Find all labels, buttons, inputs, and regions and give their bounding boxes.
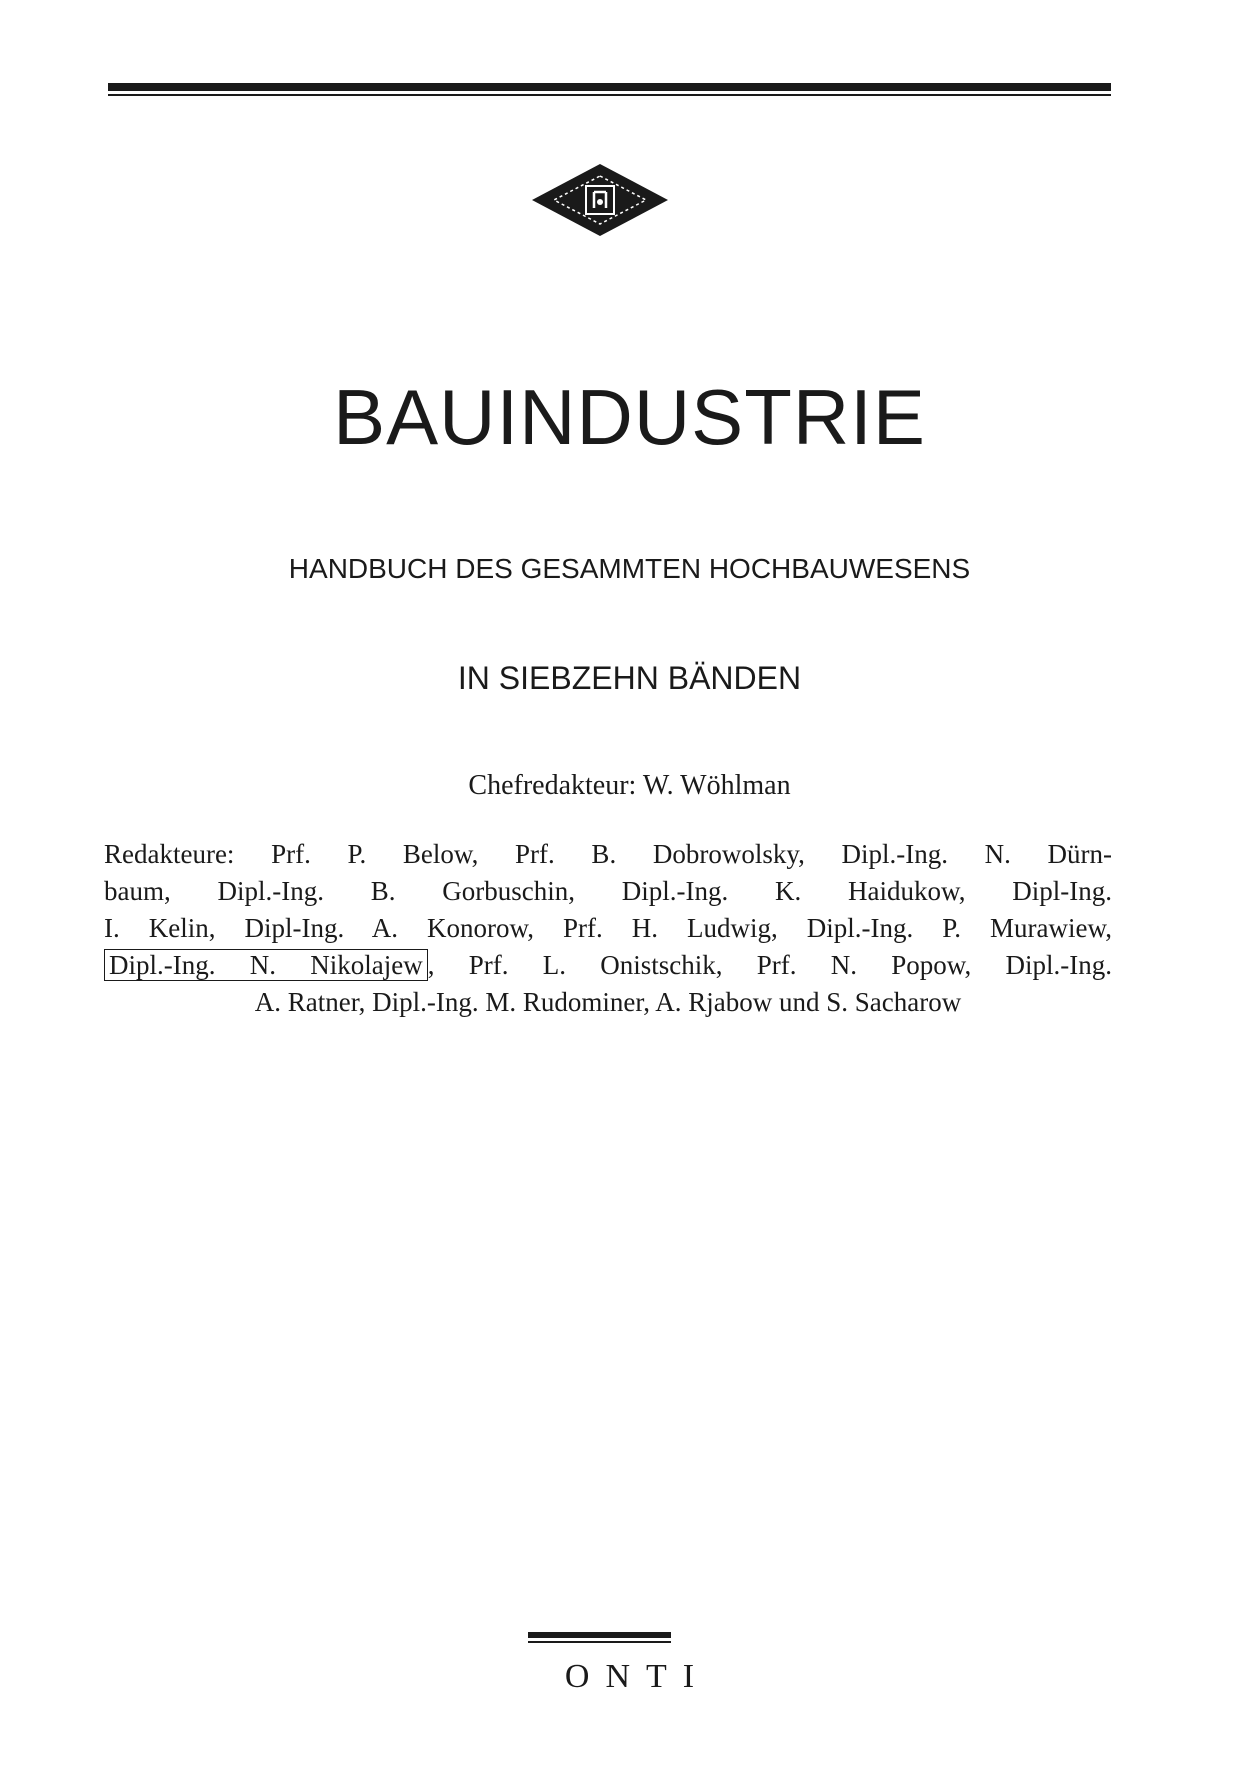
editors-line-2: baum, Dipl.-Ing. B. Gorbuschin, Dipl.-Ing. K. Haidukow, Dipl-Ing. bbox=[104, 876, 1112, 906]
chief-editor: Chefredakteur: W. Wöhlman bbox=[468, 770, 791, 801]
editors-line-1: Redakteure: Prf. P. Below, Prf. B. Dobrowolsky, Dipl.-Ing. N. Dürn- bbox=[104, 839, 1112, 869]
bottom-rule-thin bbox=[528, 1641, 671, 1643]
top-rule bbox=[108, 83, 1111, 91]
publisher-name: ONTI bbox=[564, 1658, 711, 1695]
boxed-editor-name: Dipl.-Ing. N. Nikolajew bbox=[104, 949, 428, 981]
book-title: BAUINDUSTRIE bbox=[333, 373, 926, 461]
editors-line-4-rest: , Prf. L. Onistschik, Prf. N. Popow, Dipl.-Ing. bbox=[427, 950, 1112, 980]
editors-line-5: A. Ratner, Dipl.-Ing. M. Rudominer, A. Rjabow und S. Sacharow bbox=[254, 987, 962, 1017]
editors-line-4 bbox=[104, 947, 1112, 984]
publisher-emblem-icon bbox=[530, 162, 670, 238]
editors-line-3: I. Kelin, Dipl-Ing. A. Konorow, Prf. H. Ludwig, Dipl.-Ing. P. Murawiew, bbox=[104, 913, 1112, 943]
bottom-rule bbox=[528, 1632, 671, 1638]
editors-list bbox=[104, 836, 1112, 1021]
top-rule-thin bbox=[108, 94, 1111, 96]
volumes-note: IN SIEBZEHN BÄNDEN bbox=[457, 660, 802, 696]
book-subtitle: HANDBUCH DES GESAMMTEN HOCHBAUWESENS bbox=[288, 553, 971, 584]
